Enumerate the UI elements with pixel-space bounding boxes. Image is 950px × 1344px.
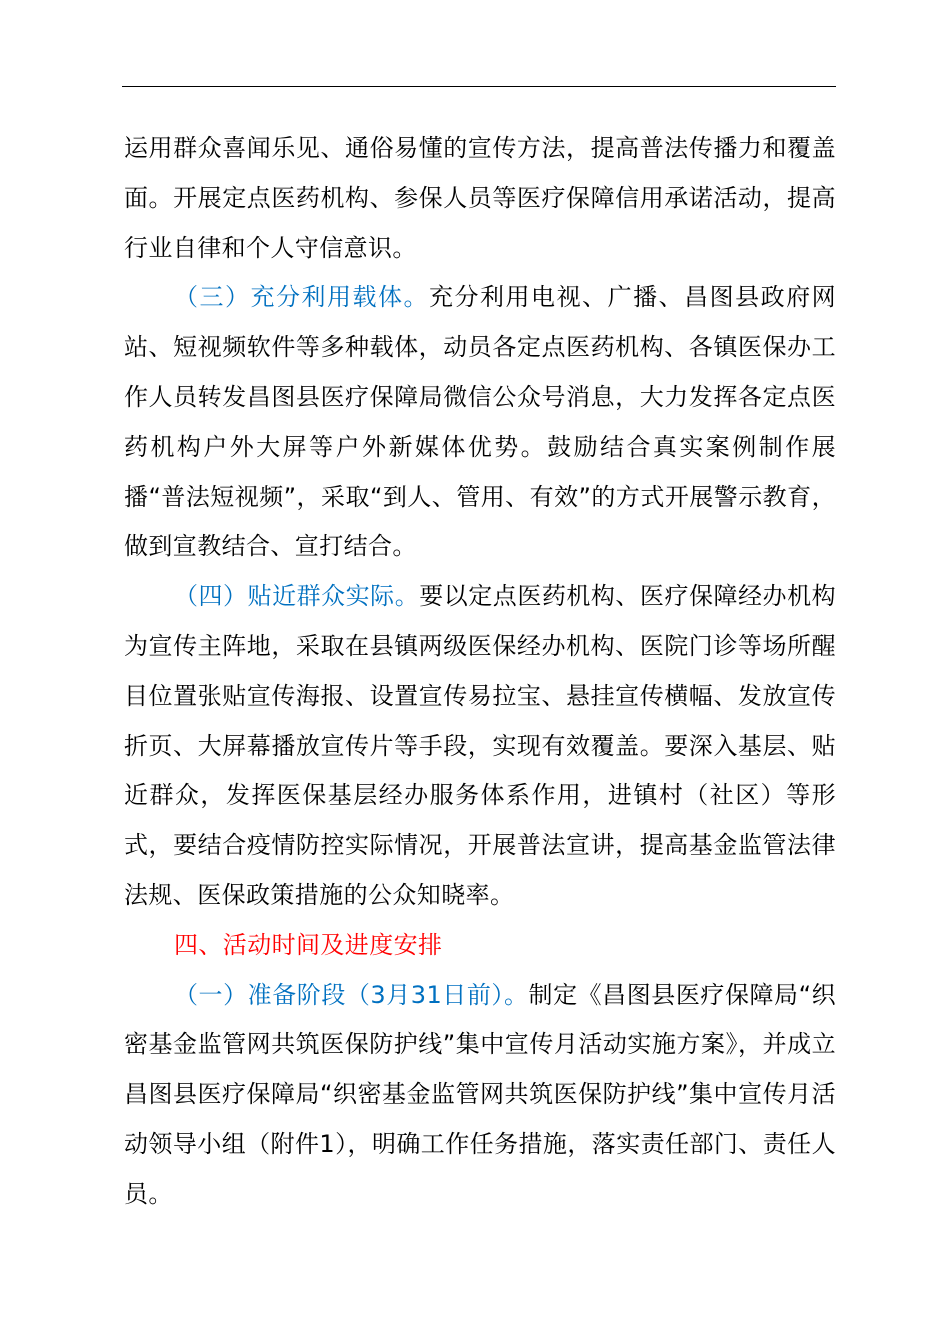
paragraph-continuation — [124, 124, 836, 273]
paragraph-utilize-carriers — [124, 273, 836, 572]
paragraph-close-to-public — [124, 572, 836, 921]
document-body — [124, 124, 836, 1220]
paragraph-body-text: 制定《昌图县医疗保障局“织密基金监管网共筑医保防护线”集中宣传月活动实施方案》，并成立昌图县医疗保障局“织密基金监管网共筑医保防护线”集中宣传月活动领导小组（附件1），明确工作任务措施，落实责任部门、责任人员。 — [124, 980, 836, 1208]
subheading-utilize-carriers: （三）充分利用载体。 — [174, 283, 430, 312]
header-rule — [122, 86, 836, 87]
paragraph-body-text: 要以定点医药机构、医疗保障经办机构为宣传主阵地，采取在县镇两级医保经办机构、医院门诊等场所醒目位置张贴宣传海报、设置宣传易拉宝、悬挂宣传横幅、发放宣传折页、大屏幕播放宣传片等手段，实现有效覆盖。要深入基层、贴近群众，发挥医保基层经办服务体系作用，进镇村（社区）等形式，要结合疫情防控实际情况，开展普法宣讲，提高基金监管法律法规、医保政策措施的公众知晓率。 — [124, 582, 836, 909]
subheading-close-to-public: （四）贴近群众实际。 — [174, 582, 420, 611]
subheading-preparation-stage: （一）准备阶段（3月31日前）。 — [174, 980, 529, 1009]
section-heading-schedule — [124, 921, 836, 971]
section-heading-text: 四、活动时间及进度安排 — [174, 930, 443, 959]
paragraph-body-text: 运用群众喜闻乐见、通俗易懂的宣传方法，提高普法传播力和覆盖面。开展定点医药机构、参保人员等医疗保障信用承诺活动，提高行业自律和个人守信意识。 — [124, 134, 836, 262]
paragraph-body-text: 充分利用电视、广播、昌图县政府网站、短视频软件等多种载体，动员各定点医药机构、各镇医保办工作人员转发昌图县医疗保障局微信公众号消息，大力发挥各定点医药机构户外大屏等户外新媒体优势。鼓励结合真实案例制作展播“普法短视频”，采取“到人、管用、有效”的方式开展警示教育，做到宣教结合、宣打结合。 — [124, 283, 837, 561]
paragraph-preparation-stage — [124, 971, 836, 1220]
